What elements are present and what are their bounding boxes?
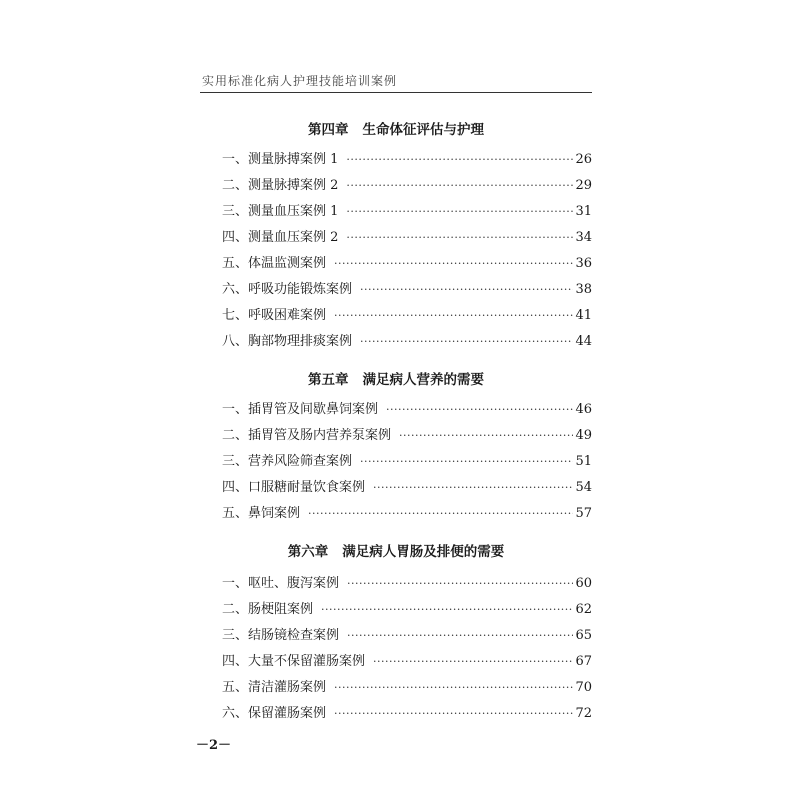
toc-entry-label: 三、结肠镜检查案例 — [222, 628, 340, 643]
toc-entry[interactable] — [222, 228, 592, 248]
toc-entry-label: 七、呼吸困难案例 — [222, 308, 327, 323]
chapter-4 — [200, 120, 592, 140]
chapter-number: 第六章 — [287, 544, 329, 560]
toc-entry-page: 41 — [575, 308, 592, 323]
leader-dots — [334, 678, 573, 698]
toc-entry[interactable] — [222, 626, 592, 646]
toc-entry-label: 一、测量脉搏案例 1 — [222, 152, 339, 167]
toc-entry[interactable] — [222, 574, 592, 594]
toc-entry[interactable] — [222, 176, 592, 196]
toc-entry-page: 62 — [575, 602, 592, 617]
toc-entry-page: 29 — [575, 178, 592, 193]
toc-entry-label: 八、胸部物理排痰案例 — [222, 334, 353, 349]
chapter-5 — [200, 370, 592, 390]
chapter-title — [200, 542, 592, 562]
toc-entry[interactable] — [222, 280, 592, 300]
chapter-heading: 生命体征评估与护理 — [362, 122, 484, 138]
toc-entry-page: 36 — [575, 256, 592, 271]
leader-dots — [347, 574, 573, 594]
leader-dots — [346, 176, 573, 196]
toc-entry[interactable] — [222, 504, 592, 524]
chapter-title — [200, 370, 592, 390]
toc-entry-page: 54 — [575, 480, 592, 495]
toc-entry[interactable] — [222, 332, 592, 352]
toc-entry[interactable] — [222, 704, 592, 724]
leader-dots — [386, 400, 573, 420]
leader-dots — [399, 426, 573, 446]
leader-dots — [346, 150, 573, 170]
toc-entry[interactable] — [222, 306, 592, 326]
leader-dots — [346, 228, 573, 248]
toc-entry-page: 67 — [575, 654, 592, 669]
toc-entry-page: 34 — [575, 230, 592, 245]
leader-dots — [360, 332, 573, 352]
toc-entry-page: 72 — [575, 706, 592, 721]
toc-entry[interactable] — [222, 678, 592, 698]
leader-dots — [360, 452, 573, 472]
chapter-number: 第四章 — [308, 122, 349, 138]
toc-entry-page: 38 — [575, 282, 592, 297]
toc-entry-label: 二、插胃管及肠内营养泵案例 — [222, 428, 392, 443]
toc-entry-page: 60 — [575, 576, 592, 591]
toc-entry-label: 六、呼吸功能锻炼案例 — [222, 282, 353, 297]
leader-dots — [360, 280, 573, 300]
toc-entry-page: 51 — [575, 454, 592, 469]
toc-entry-page: 49 — [575, 428, 592, 443]
toc-entry-page: 31 — [575, 204, 592, 219]
toc-entry-page: 57 — [575, 506, 592, 521]
toc-entry-label: 一、插胃管及间歇鼻饲案例 — [222, 402, 379, 417]
toc-entry-label: 六、保留灌肠案例 — [222, 706, 327, 721]
chapter-number: 第五章 — [308, 372, 349, 388]
toc-entry-label: 五、清洁灌肠案例 — [222, 680, 327, 695]
leader-dots — [334, 704, 573, 724]
leader-dots — [346, 202, 573, 222]
toc-entry-label: 二、测量脉搏案例 2 — [222, 178, 339, 193]
toc-entry[interactable] — [222, 400, 592, 420]
running-header-title: 实用标准化病人护理技能培训案例 — [202, 74, 398, 88]
toc-entry[interactable] — [222, 652, 592, 672]
leader-dots — [373, 478, 573, 498]
toc-entry[interactable] — [222, 478, 592, 498]
toc-entry-label: 五、鼻饲案例 — [222, 506, 301, 521]
toc-entry[interactable] — [222, 426, 592, 446]
toc-entry-page: 26 — [575, 152, 592, 167]
toc-entry-label: 二、肠梗阻案例 — [222, 602, 314, 617]
toc-entry-label: 五、体温监测案例 — [222, 256, 327, 271]
toc-entry-label: 四、大量不保留灌肠案例 — [222, 654, 366, 669]
leader-dots — [308, 504, 573, 524]
toc-entry-label: 三、营养风险筛查案例 — [222, 454, 353, 469]
chapter-heading: 满足病人胃肠及排便的需要 — [342, 544, 505, 560]
running-header — [200, 72, 592, 93]
leader-dots — [373, 652, 573, 672]
toc-entry-page: 70 — [575, 680, 592, 695]
toc-entry[interactable] — [222, 452, 592, 472]
chapter-6 — [200, 542, 592, 562]
toc-entry-page: 46 — [575, 402, 592, 417]
toc-entry-label: 一、呕吐、腹泻案例 — [222, 576, 340, 591]
toc-entry-page: 44 — [575, 334, 592, 349]
toc-entry[interactable] — [222, 600, 592, 620]
toc-entry-page: 65 — [575, 628, 592, 643]
leader-dots — [334, 306, 573, 326]
chapter-title — [200, 120, 592, 140]
toc-entry-label: 三、测量血压案例 1 — [222, 204, 339, 219]
toc-entry[interactable] — [222, 150, 592, 170]
toc-entry-label: 四、口服糖耐量饮食案例 — [222, 480, 366, 495]
toc-entry-label: 四、测量血压案例 2 — [222, 230, 339, 245]
toc-entry[interactable] — [222, 254, 592, 274]
page-number: －2－ — [196, 738, 232, 753]
chapter-heading: 满足病人营养的需要 — [362, 372, 484, 388]
toc-entry[interactable] — [222, 202, 592, 222]
leader-dots — [334, 254, 573, 274]
leader-dots — [347, 626, 573, 646]
leader-dots — [321, 600, 573, 620]
